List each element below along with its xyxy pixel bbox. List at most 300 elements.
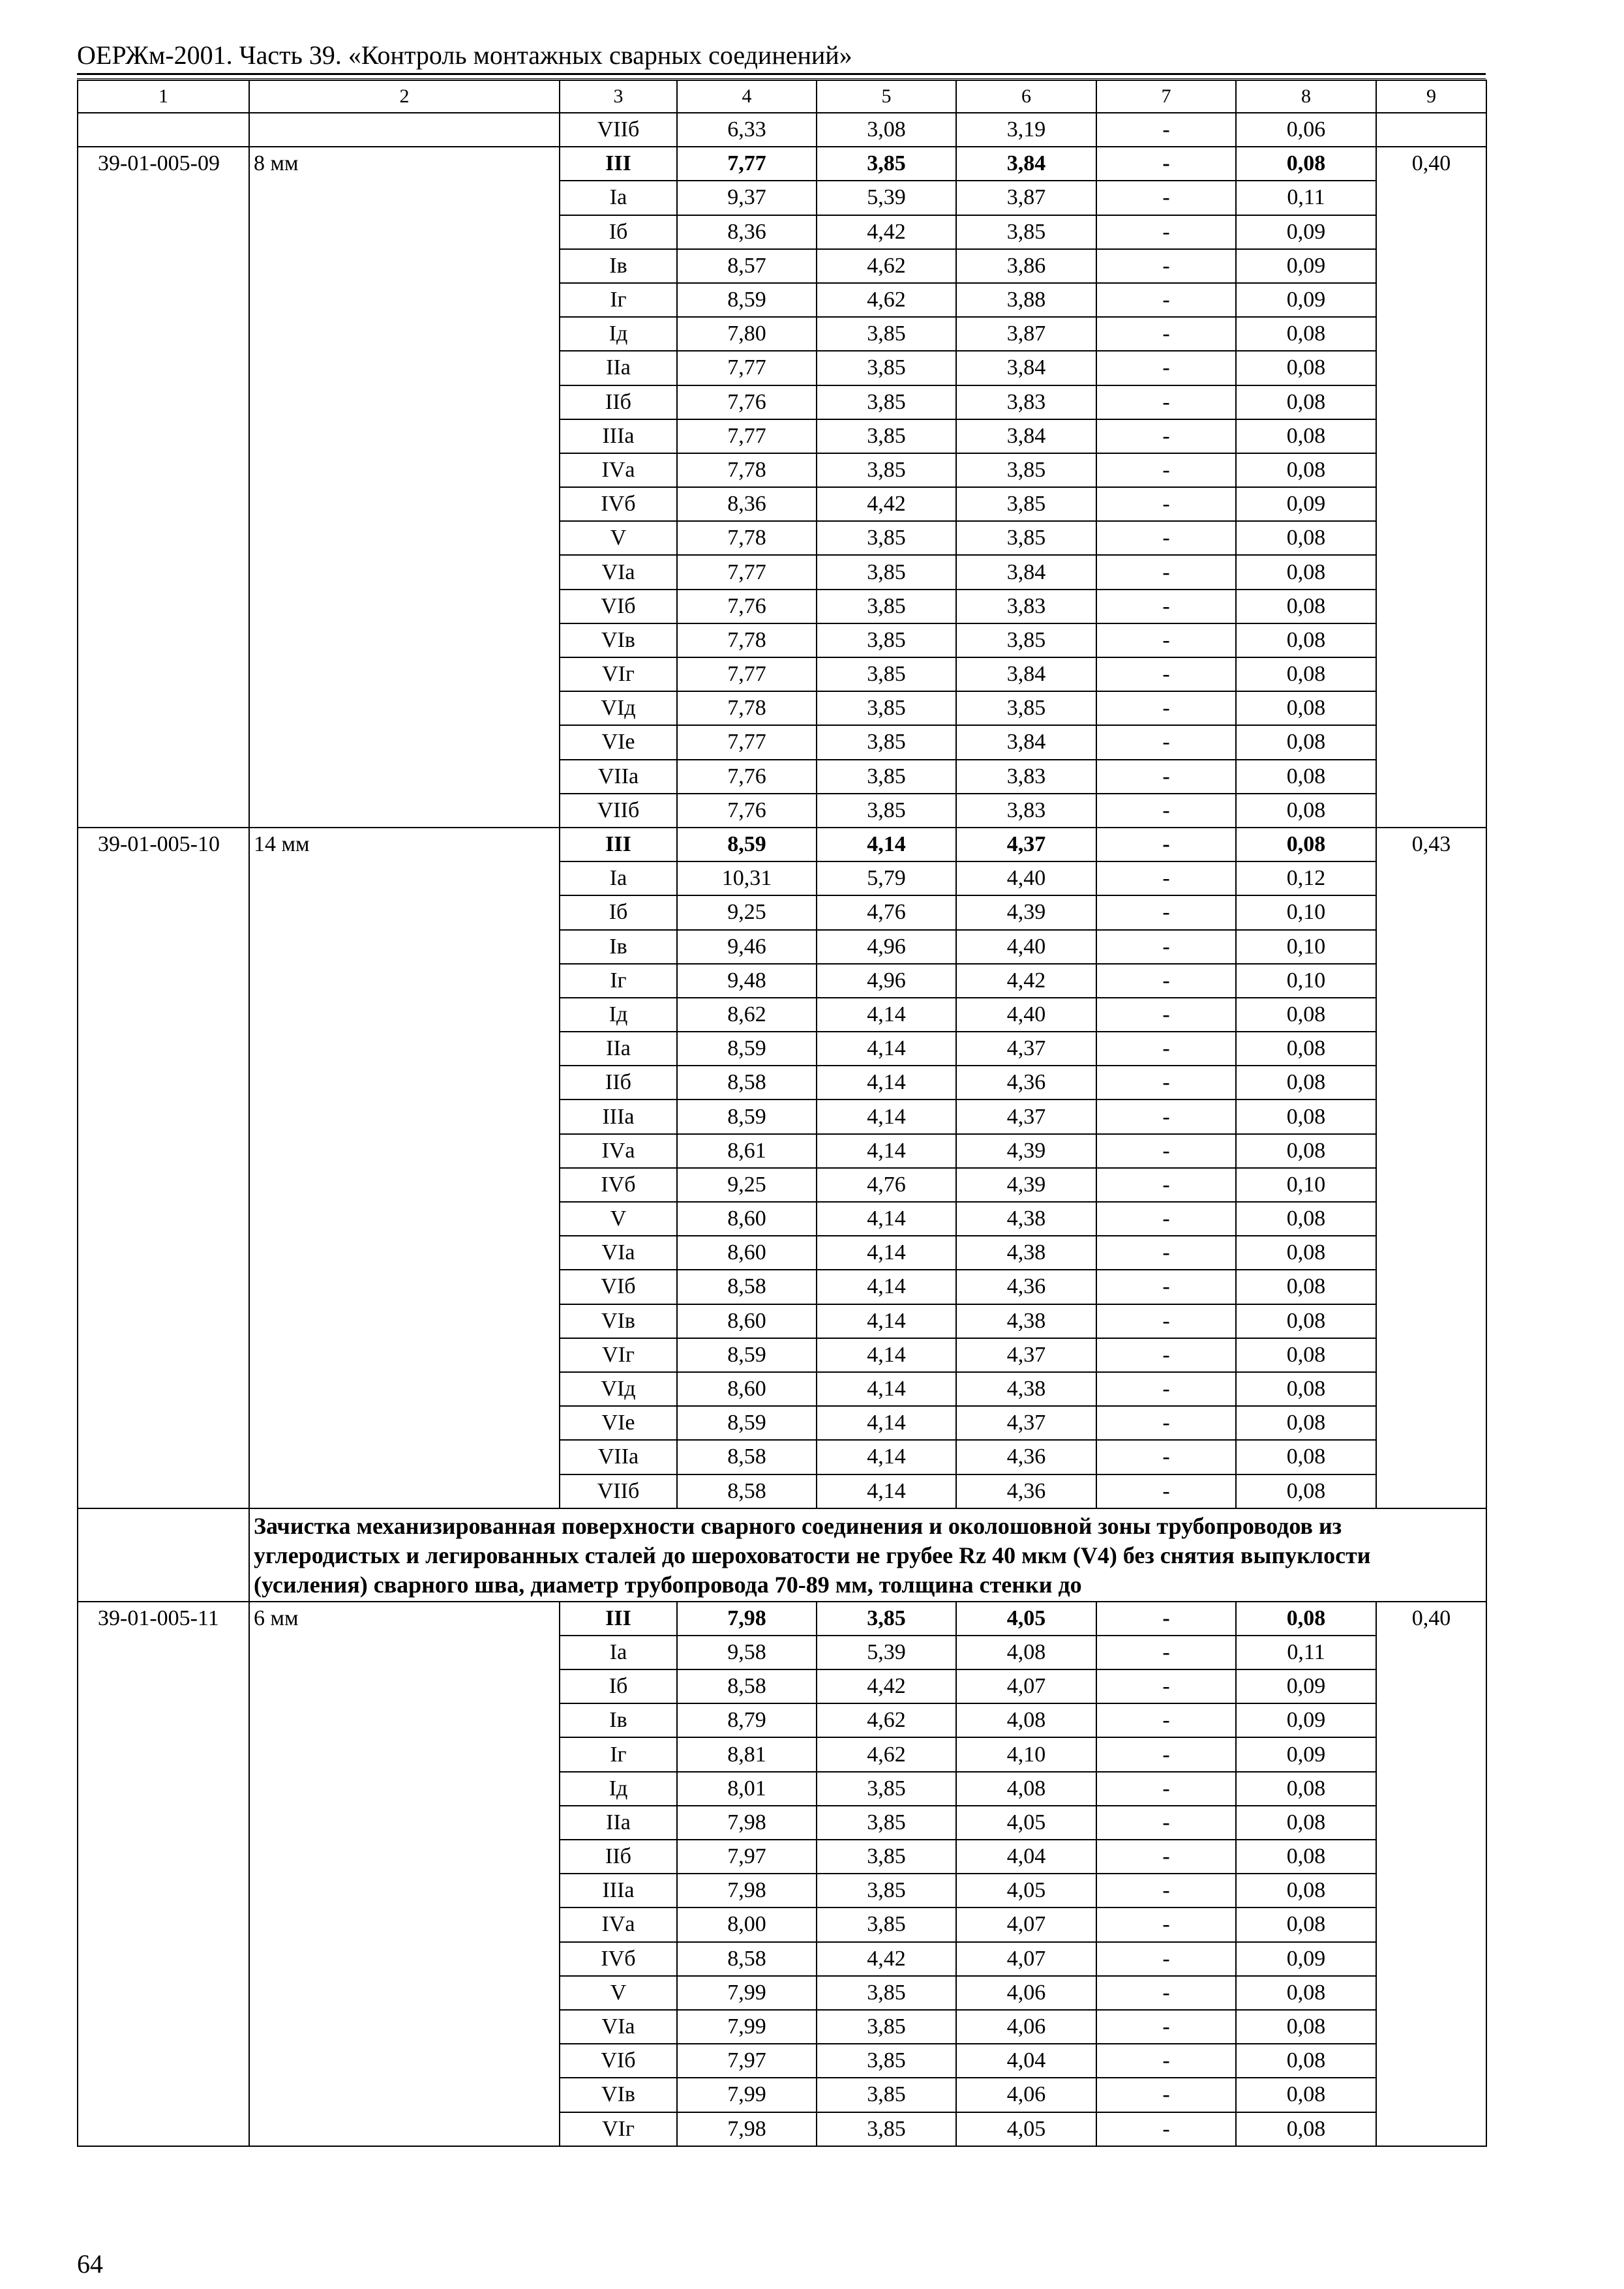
table-cell: 0,08 (1236, 590, 1376, 623)
table-cell: 4,42 (956, 964, 1096, 998)
table-cell: - (1096, 1134, 1236, 1168)
column-number: 3 (560, 80, 677, 113)
table-cell: 0,08 (1236, 1602, 1376, 1636)
table-cell: IIа (560, 1032, 677, 1066)
table-cell: 4,37 (956, 1032, 1096, 1066)
table-cell: 7,77 (677, 657, 817, 691)
table-cell: 9,58 (677, 1636, 817, 1669)
table-cell: - (1096, 1806, 1236, 1840)
table-cell: - (1096, 1440, 1236, 1474)
table-cell: 4,07 (956, 1942, 1096, 1976)
table-cell: 4,05 (956, 1602, 1096, 1636)
column-number-row (78, 80, 1486, 113)
table-cell: 5,39 (817, 1636, 956, 1669)
table-cell: 0,08 (1236, 1270, 1376, 1304)
table-cell: 3,85 (817, 657, 956, 691)
table-cell: 3,85 (817, 1908, 956, 1941)
table-cell: IIIа (560, 1874, 677, 1908)
table-cell: - (1096, 1270, 1236, 1304)
table-cell: 4,39 (956, 1134, 1096, 1168)
table-cell: VIб (560, 1270, 677, 1304)
table-cell: 3,85 (817, 317, 956, 351)
table-cell: VIа (560, 1236, 677, 1270)
table-cell: Iд (560, 998, 677, 1032)
table-cell: 8,58 (677, 1066, 817, 1100)
table-cell: 3,85 (817, 1602, 956, 1636)
table-cell: 9,37 (677, 181, 817, 215)
table-cell: 4,14 (817, 1474, 956, 1508)
table-cell: 3,08 (817, 113, 956, 147)
table-cell: 0,08 (1236, 1874, 1376, 1908)
table-cell: 3,85 (817, 760, 956, 794)
table-cell: 4,96 (817, 930, 956, 964)
table-cell: 3,85 (817, 147, 956, 181)
table-cell: 3,85 (956, 487, 1096, 521)
table-cell: 8,59 (677, 283, 817, 317)
table-cell: 8,61 (677, 1134, 817, 1168)
table-cell: 3,88 (956, 283, 1096, 317)
table-cell: 7,78 (677, 453, 817, 487)
table-cell: 4,37 (956, 1338, 1096, 1372)
table-cell: - (1096, 1202, 1236, 1236)
table-cell: 0,08 (1236, 521, 1376, 555)
table-cell: IVа (560, 1134, 677, 1168)
table-cell: - (1096, 828, 1236, 861)
table-cell: 7,99 (677, 2010, 817, 2044)
table-row (78, 828, 1486, 861)
table-cell: 3,85 (817, 1772, 956, 1806)
table-cell: VIв (560, 623, 677, 657)
table-cell: 3,85 (817, 590, 956, 623)
table-cell: 4,39 (956, 895, 1096, 929)
table-cell: 4,40 (956, 998, 1096, 1032)
table-cell: - (1096, 1338, 1236, 1372)
table-cell: 4,14 (817, 1338, 956, 1372)
table-cell: 0,08 (1236, 1202, 1376, 1236)
table-cell: 0,08 (1236, 1236, 1376, 1270)
table-cell: - (1096, 691, 1236, 725)
table-cell: 4,62 (817, 249, 956, 283)
table-cell: 0,08 (1236, 657, 1376, 691)
table-cell: 7,77 (677, 351, 817, 385)
table-cell: 3,87 (956, 181, 1096, 215)
table-cell: - (1096, 1908, 1236, 1941)
table-cell: 3,83 (956, 794, 1096, 828)
blank-cell (78, 113, 249, 147)
table-cell: 0,11 (1236, 181, 1376, 215)
table-cell: 9,48 (677, 964, 817, 998)
table-cell: Iа (560, 181, 677, 215)
table-cell: 4,38 (956, 1304, 1096, 1338)
table-cell: IIб (560, 1840, 677, 1874)
table-cell: 0,08 (1236, 1032, 1376, 1066)
table-cell: 3,87 (956, 317, 1096, 351)
table-cell: IVб (560, 1168, 677, 1202)
table-cell: 4,42 (817, 1942, 956, 1976)
table-cell: - (1096, 861, 1236, 895)
table-cell: 3,85 (817, 2044, 956, 2078)
table-cell: 4,42 (817, 487, 956, 521)
table-cell: 4,42 (817, 215, 956, 249)
table-row (78, 1602, 1486, 1636)
table-cell: 9,25 (677, 1168, 817, 1202)
table-cell: VIIб (560, 794, 677, 828)
table-cell: 9,46 (677, 930, 817, 964)
wall-thickness: 14 мм (249, 828, 560, 1508)
table-cell: 4,36 (956, 1270, 1096, 1304)
table-cell: 4,40 (956, 861, 1096, 895)
column-number: 2 (249, 80, 560, 113)
table-cell: 4,36 (956, 1474, 1096, 1508)
rate-code: 39-01-005-09 (78, 147, 249, 828)
table-cell: VIа (560, 555, 677, 589)
table-cell: 4,14 (817, 828, 956, 861)
table-cell: 8,36 (677, 215, 817, 249)
table-cell: Iб (560, 895, 677, 929)
table-cell: 0,08 (1236, 453, 1376, 487)
table-cell: 0,08 (1236, 2078, 1376, 2112)
table-cell: Iв (560, 249, 677, 283)
table-cell: IIб (560, 385, 677, 419)
table-cell: - (1096, 351, 1236, 385)
table-cell: - (1096, 1100, 1236, 1133)
table-cell: 8,00 (677, 1908, 817, 1941)
column-number: 4 (677, 80, 817, 113)
table-cell: - (1096, 2078, 1236, 2112)
table-cell: 4,10 (956, 1737, 1096, 1771)
table-cell: 8,60 (677, 1372, 817, 1406)
table-cell: 0,09 (1236, 283, 1376, 317)
table-cell: 4,38 (956, 1372, 1096, 1406)
table-cell: 0,10 (1236, 1168, 1376, 1202)
table-cell: 7,98 (677, 1602, 817, 1636)
table-cell: 0,09 (1236, 487, 1376, 521)
table-cell: - (1096, 1066, 1236, 1100)
table-cell: 0,08 (1236, 1066, 1376, 1100)
table-cell: 8,60 (677, 1304, 817, 1338)
table-cell: VIд (560, 691, 677, 725)
table-cell: VIв (560, 1304, 677, 1338)
table-cell: - (1096, 760, 1236, 794)
table-cell: VIд (560, 1372, 677, 1406)
table-cell: - (1096, 2044, 1236, 2078)
table-cell: - (1096, 147, 1236, 181)
table-cell: VIб (560, 590, 677, 623)
section-title: Зачистка механизированная поверхности сварного соединения и околошовной зоны трубопроводов из углеродистых и легированных сталей до шероховатости не грубее Rz 40 мкм (V4) без снятия выпуклости (усиления) сварного шва, диаметр трубопровода 70-89 мм, толщина стенки до (249, 1508, 1486, 1602)
column-number: 5 (817, 80, 956, 113)
table-cell: - (1096, 895, 1236, 929)
table-cell: - (1096, 1942, 1236, 1976)
table-cell: Iг (560, 1737, 677, 1771)
table-cell: Iд (560, 1772, 677, 1806)
table-cell: 0,08 (1236, 1134, 1376, 1168)
table-cell: 7,99 (677, 2078, 817, 2112)
table-cell: 3,85 (817, 351, 956, 385)
table-cell: 4,62 (817, 283, 956, 317)
table-cell: 10,31 (677, 861, 817, 895)
table-cell: 4,14 (817, 1440, 956, 1474)
table-cell: 0,09 (1236, 1703, 1376, 1737)
table-cell: 0,08 (1236, 555, 1376, 589)
table-cell: 0,08 (1236, 1976, 1376, 2010)
table-cell: - (1096, 930, 1236, 964)
table-cell: 3,85 (817, 419, 956, 453)
table-cell: 3,85 (956, 215, 1096, 249)
table-cell: 8,59 (677, 828, 817, 861)
table-cell: - (1096, 1737, 1236, 1771)
table-cell: 3,85 (817, 794, 956, 828)
table-cell: 3,85 (956, 623, 1096, 657)
table-cell: 3,85 (817, 2078, 956, 2112)
table-cell: 3,86 (956, 249, 1096, 283)
table-cell: - (1096, 283, 1236, 317)
table-cell: 3,85 (817, 521, 956, 555)
table-cell: 8,59 (677, 1406, 817, 1440)
table-cell: 5,39 (817, 181, 956, 215)
table-cell: 4,04 (956, 1840, 1096, 1874)
table-cell: VIIа (560, 760, 677, 794)
table-cell: 0,08 (1236, 1338, 1376, 1372)
table-cell: 0,08 (1236, 1840, 1376, 1874)
extra-value: 0,40 (1376, 1602, 1486, 2146)
table-cell: 0,08 (1236, 2044, 1376, 2078)
extra-value: 0,43 (1376, 828, 1486, 1508)
table-cell: Iа (560, 861, 677, 895)
table-cell: V (560, 1976, 677, 2010)
table-cell: 4,39 (956, 1168, 1096, 1202)
table-cell: IIIа (560, 1100, 677, 1133)
table-cell: 8,81 (677, 1737, 817, 1771)
table-cell: - (1096, 249, 1236, 283)
table-cell: 8,36 (677, 487, 817, 521)
table-cell: 0,08 (1236, 317, 1376, 351)
table-cell: 0,11 (1236, 1636, 1376, 1669)
table-cell: VIIа (560, 1440, 677, 1474)
table-cell: 0,08 (1236, 1772, 1376, 1806)
table-cell: 0,09 (1236, 1737, 1376, 1771)
table-cell: III (560, 147, 677, 181)
column-number: 6 (956, 80, 1096, 113)
table-cell: - (1096, 1474, 1236, 1508)
table-cell: - (1096, 1636, 1236, 1669)
column-number: 7 (1096, 80, 1236, 113)
table-cell: 0,12 (1236, 861, 1376, 895)
table-cell: 3,84 (956, 725, 1096, 759)
table-cell: - (1096, 1236, 1236, 1270)
table-cell: - (1096, 215, 1236, 249)
table-cell: 0,08 (1236, 1406, 1376, 1440)
table-cell: - (1096, 1874, 1236, 1908)
table-cell: IVа (560, 453, 677, 487)
table-cell: Iб (560, 1669, 677, 1703)
table-cell: 3,83 (956, 385, 1096, 419)
table-cell: 3,83 (956, 590, 1096, 623)
table-cell: - (1096, 964, 1236, 998)
table-cell: V (560, 1202, 677, 1236)
rate-code: 39-01-005-10 (78, 828, 249, 1508)
table-cell: 7,76 (677, 385, 817, 419)
table-cell: - (1096, 1372, 1236, 1406)
table-cell: 4,62 (817, 1703, 956, 1737)
table-cell: 7,78 (677, 623, 817, 657)
table-cell: 7,76 (677, 794, 817, 828)
table-cell: - (1096, 1602, 1236, 1636)
table-cell: VIIб (560, 113, 677, 147)
table-cell: 7,98 (677, 1874, 817, 1908)
table-cell: III (560, 828, 677, 861)
table-cell: 8,60 (677, 1236, 817, 1270)
table-cell: 3,85 (956, 453, 1096, 487)
column-number: 8 (1236, 80, 1376, 113)
table-cell: Iа (560, 1636, 677, 1669)
table-cell: 3,83 (956, 760, 1096, 794)
table-cell: 4,04 (956, 2044, 1096, 2078)
table-cell: 8,58 (677, 1474, 817, 1508)
table-cell: 4,38 (956, 1236, 1096, 1270)
table-cell: Iв (560, 930, 677, 964)
table-cell: 8,58 (677, 1270, 817, 1304)
rate-code: 39-01-005-11 (78, 1602, 249, 2146)
table-cell: 7,77 (677, 419, 817, 453)
table-cell: IIа (560, 1806, 677, 1840)
table-cell: 0,08 (1236, 794, 1376, 828)
table-cell: - (1096, 590, 1236, 623)
table-cell: 4,14 (817, 1134, 956, 1168)
table-cell: 7,77 (677, 725, 817, 759)
table-cell: 4,62 (817, 1737, 956, 1771)
table-cell: 0,09 (1236, 1669, 1376, 1703)
table-cell: 4,76 (817, 895, 956, 929)
table-cell: 3,85 (817, 453, 956, 487)
table-cell: IVа (560, 1908, 677, 1941)
table-cell: 8,57 (677, 249, 817, 283)
table-cell: 8,59 (677, 1032, 817, 1066)
table-cell: 4,14 (817, 1406, 956, 1440)
table-cell: 4,05 (956, 1806, 1096, 1840)
table-cell: 3,84 (956, 555, 1096, 589)
table-cell: 0,09 (1236, 1942, 1376, 1976)
table-cell: IIа (560, 351, 677, 385)
page-number: 64 (77, 2249, 103, 2279)
table-cell: 4,76 (817, 1168, 956, 1202)
table-cell: 4,07 (956, 1908, 1096, 1941)
table-cell: 8,62 (677, 998, 817, 1032)
table-cell: 4,06 (956, 2078, 1096, 2112)
table-cell: VIг (560, 657, 677, 691)
table-cell: VIе (560, 725, 677, 759)
table-cell: 4,38 (956, 1202, 1096, 1236)
table-cell: Iг (560, 283, 677, 317)
table-cell: - (1096, 794, 1236, 828)
table-cell: VIг (560, 2112, 677, 2146)
table-cell: 3,84 (956, 657, 1096, 691)
table-cell: - (1096, 657, 1236, 691)
rates-table (77, 80, 1487, 2147)
table-cell: 3,85 (817, 691, 956, 725)
table-cell: 4,37 (956, 1100, 1096, 1133)
table-cell: - (1096, 113, 1236, 147)
table-cell: - (1096, 1168, 1236, 1202)
table-cell: 9,25 (677, 895, 817, 929)
table-cell: 8,58 (677, 1440, 817, 1474)
table-cell: 3,85 (956, 691, 1096, 725)
blank-cell (249, 113, 560, 147)
table-cell: IIб (560, 1066, 677, 1100)
table-cell: IIIа (560, 419, 677, 453)
table-cell: 7,97 (677, 2044, 817, 2078)
table-cell: 5,79 (817, 861, 956, 895)
table-cell: Iг (560, 964, 677, 998)
table-cell: 8,59 (677, 1338, 817, 1372)
table-cell: Iв (560, 1703, 677, 1737)
table-cell: 4,14 (817, 1304, 956, 1338)
table-cell: 3,84 (956, 351, 1096, 385)
table-cell: 4,05 (956, 1874, 1096, 1908)
table-cell: 0,08 (1236, 1908, 1376, 1941)
table-cell: 0,08 (1236, 2112, 1376, 2146)
table-cell: 4,05 (956, 2112, 1096, 2146)
table-cell: Iд (560, 317, 677, 351)
table-cell: 7,76 (677, 590, 817, 623)
table-cell: VIв (560, 2078, 677, 2112)
header-rule (77, 73, 1486, 75)
table-cell: 0,08 (1236, 691, 1376, 725)
table-cell: 4,14 (817, 1032, 956, 1066)
table-cell: 0,09 (1236, 249, 1376, 283)
table-cell: 4,14 (817, 1066, 956, 1100)
table-cell: - (1096, 1772, 1236, 1806)
table-cell: 7,98 (677, 2112, 817, 2146)
table-cell: - (1096, 725, 1236, 759)
table-cell: 0,10 (1236, 930, 1376, 964)
table-cell: - (1096, 1976, 1236, 2010)
table-cell: 3,85 (817, 1874, 956, 1908)
table-cell: 0,08 (1236, 351, 1376, 385)
table-cell: 3,85 (817, 1976, 956, 2010)
table-cell: 3,19 (956, 113, 1096, 147)
table-cell: III (560, 1602, 677, 1636)
table-cell: 3,84 (956, 419, 1096, 453)
table-cell: 0,08 (1236, 385, 1376, 419)
table-cell: - (1096, 1840, 1236, 1874)
table-cell: 4,42 (817, 1669, 956, 1703)
table-cell: 4,08 (956, 1703, 1096, 1737)
table-cell: 7,77 (677, 147, 817, 181)
table-cell: VIе (560, 1406, 677, 1440)
table-cell: 0,08 (1236, 2010, 1376, 2044)
table-cell: 4,14 (817, 1270, 956, 1304)
table-cell: 6,33 (677, 113, 817, 147)
table-cell: Iб (560, 215, 677, 249)
table-cell: 3,85 (817, 1840, 956, 1874)
table-cell: 3,84 (956, 147, 1096, 181)
table-cell: VIIб (560, 1474, 677, 1508)
table-cell: 4,40 (956, 930, 1096, 964)
table-cell: 3,85 (956, 521, 1096, 555)
table-cell: 0,09 (1236, 215, 1376, 249)
table-cell: 4,07 (956, 1669, 1096, 1703)
table-cell: - (1096, 623, 1236, 657)
table-cell: 3,85 (817, 1806, 956, 1840)
table-cell: - (1096, 521, 1236, 555)
table-cell: 3,85 (817, 725, 956, 759)
table-cell: - (1096, 998, 1236, 1032)
table-cell: 4,14 (817, 1100, 956, 1133)
table-cell: IVб (560, 487, 677, 521)
table-cell: 7,98 (677, 1806, 817, 1840)
table-cell: 4,96 (817, 964, 956, 998)
table-cell: 4,08 (956, 1636, 1096, 1669)
